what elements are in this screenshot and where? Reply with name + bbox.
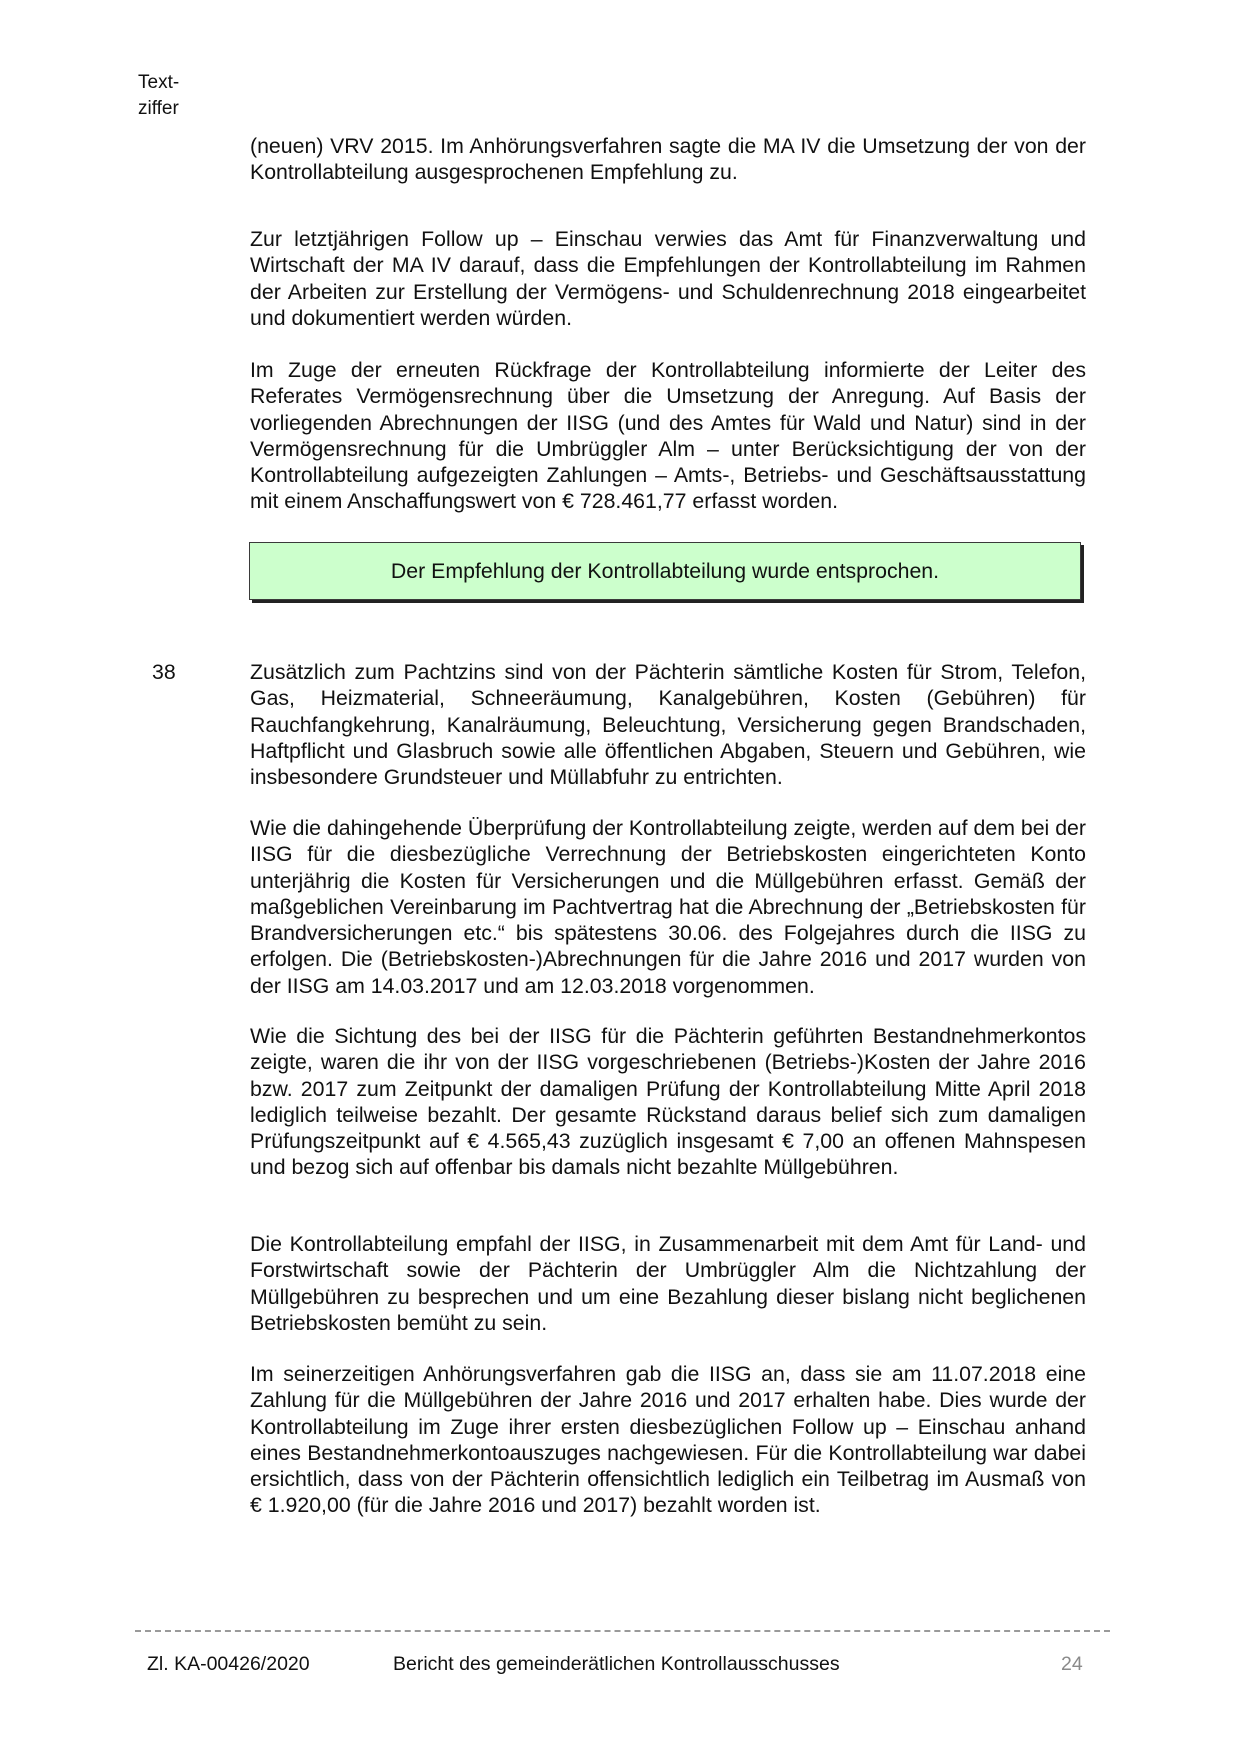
paragraph-empfehlung-iisg: Die Kontrollabteilung empfahl der IISG, in Zusammenarbeit mit dem Amt für Land- und Forstwirtschaft sowie der Pächterin der Umbrüggler Alm die Nichtzahlung der Müllgebühren zu besprechen und um eine Bezahlung dieser bislang nicht beglichenen Betriebskosten bemüht zu sein. <box>250 1232 1086 1335</box>
paragraph-vrv-2015: (neuen) VRV 2015. Im Anhörungsverfahren sagte die MA IV die Umsetzung der von der Kontrollabteilung ausgesprochenen Empfehlung zu. <box>250 134 1086 185</box>
result-box-text: Der Empfehlung der Kontrollabteilung wurde entsprochen. <box>390 558 940 583</box>
footer-title: Bericht des gemeinderätlichen Kontrollausschusses <box>393 1653 840 1675</box>
textziffer-label-line1: Text- <box>138 72 180 93</box>
textziffer-label <box>138 70 179 122</box>
footer-divider <box>135 1630 1110 1632</box>
result-box <box>249 542 1081 600</box>
page-number: 24 <box>1061 1653 1083 1675</box>
paragraph-follow-up-finanzverwaltung: Zur letztjährigen Follow up – Einschau verwies das Amt für Finanzverwaltung und Wirtschaft der MA IV darauf, dass die Empfehlungen der Kontrollabteilung im Rahmen der Arbeiten zur Erstellung der Vermögens- und Schuldenrechnung 2018 eingearbeitet und dokumentiert werden würden. <box>250 227 1086 330</box>
textziffer-label-line2: ziffer <box>138 98 179 119</box>
paragraph-ueberpruefung-konto: Wie die dahingehende Überprüfung der Kontrollabteilung zeigte, werden auf dem bei der IISG für die diesbezügliche Verrechnung der Betriebskosten eingerichteten Konto unterjährig die Kosten für Versicherungen und die Müllgebühren erfasst. Gemäß der maßgeblichen Vereinbarung im Pachtvertrag hat die Abrechnung der „Betriebskosten für Brandversicherungen etc.“ bis spätestens 30.06. des Folgejahres durch die IISG zu erfolgen. Die (Betriebskosten-)Abrechnungen für die Jahre 2016 und 2017 wurden von der IISG am 14.03.2017 und am 12.03.2018 vorgenommen. <box>250 816 1086 998</box>
paragraph-bestandnehmerkonto: Wie die Sichtung des bei der IISG für die Pächterin geführten Bestandnehmerkontos zeigte, waren die ihr von der IISG vorgeschriebenen (Betriebs-)Kosten der Jahre 2016 bzw. 2017 zum Zeitpunkt der damaligen Prüfung der Kontrollabteilung Mitte April 2018 lediglich teilweise bezahlt. Der gesamte Rückstand daraus belief sich zum damaligen Prüfungszeitpunkt auf € 4.565,43 zuzüglich insgesamt € 7,00 an offenen Mahnspesen und bezog sich auf offenbar bis damals nicht bezahlte Müllgebühren. <box>250 1024 1086 1180</box>
paragraph-anhoerungsverfahren: Im seinerzeitigen Anhörungsverfahren gab die IISG an, dass sie am 11.07.2018 eine Zahlung für die Müllgebühren der Jahre 2016 und 2017 erhalten habe. Dies wurde der Kontrollabteilung im Zuge ihrer ersten diesbezüglichen Follow up – Einschau anhand eines Bestandnehmerkontoauszuges nachgewiesen. Für die Kontrollabteilung war dabei ersichtlich, dass von der Pächterin offensichtlich lediglich ein Teilbetrag im Ausmaß von € 1.920,00 (für die Jahre 2016 und 2017) bezahlt worden ist. <box>250 1362 1086 1518</box>
paragraph-vermoegensrechnung: Im Zuge der erneuten Rückfrage der Kontrollabteilung informierte der Leiter des Referates Vermögensrechnung über die Umsetzung der Anregung. Auf Basis der vorliegenden Abrechnungen der IISG (und des Amtes für Wald und Natur) sind in der Vermögensrechnung für die Umbrüggler Alm – unter Berücksichtigung der von der Kontrollabteilung aufgezeigten Zahlungen – Amts-, Betriebs- und Geschäftsausstattung mit einem Anschaffungswert von € 728.461,77 erfasst worden. <box>250 358 1086 514</box>
paragraph-betriebskosten-pachtzins: Zusätzlich zum Pachtzins sind von der Pächterin sämtliche Kosten für Strom, Telefon, Gas, Heizmaterial, Schneeräumung, Kanalgebühren, Kosten (Gebühren) für Rauchfangkehrung, Kanalräumung, Beleuchtung, Versicherung gegen Brandschaden, Haftpflicht und Glasbruch sowie alle öffentlichen Abgaben, Steuern und Gebühren, wie insbesondere Grundsteuer und Müllabfuhr zu entrichten. <box>250 660 1086 790</box>
section-number: 38 <box>152 660 176 684</box>
footer-reference: Zl. KA-00426/2020 <box>147 1653 310 1675</box>
